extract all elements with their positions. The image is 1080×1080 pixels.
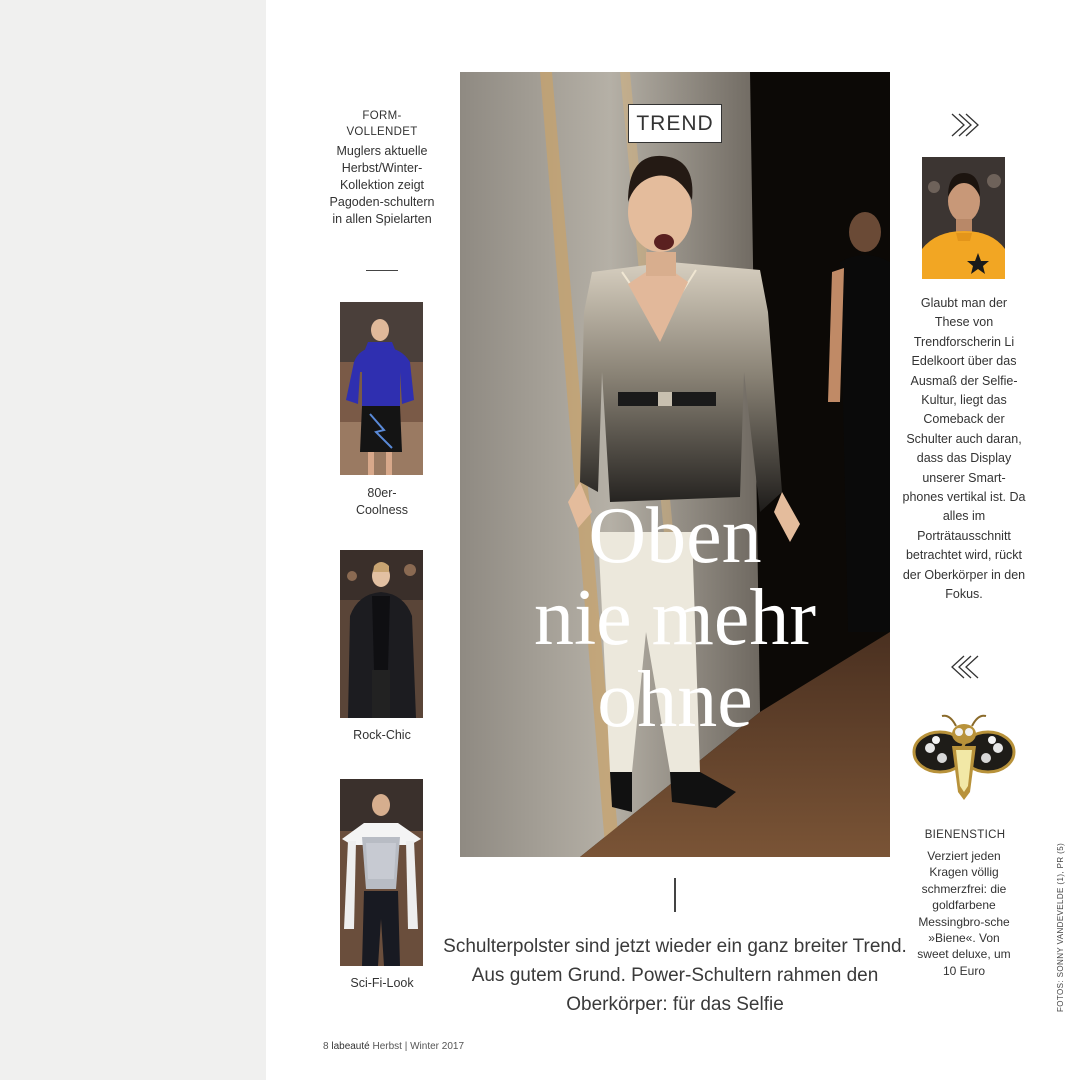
look-photo-rock-chic xyxy=(340,550,423,718)
trend-explanation: Glaubt man der These von Trendforscherin Li Edelkoort über das Ausmaß der Selfie-Kultur, liegt das Comeback der Schulter auch daran, dass das Display unserer Smart-phones vertikal ist. Da alles im Porträtausschnitt betrachtet wird, rückt der Oberkörper in den Fokus. xyxy=(902,296,1026,602)
form-heading: FORM- VOLLENDET xyxy=(346,110,418,138)
look-label-rock-chic: Rock-Chic xyxy=(353,728,411,742)
headline-line-2: nie mehr xyxy=(533,574,817,662)
issue-label: Herbst | Winter 2017 xyxy=(372,1041,465,1052)
look-label-sci-fi: Sci-Fi-Look xyxy=(350,976,414,990)
page-number: 8 xyxy=(323,1041,329,1052)
form-caption: Muglers aktuelle Herbst/Winter-Kollektion zeigt Pagoden-schultern in allen Spielarten xyxy=(329,144,435,226)
bee-brooch-image xyxy=(912,712,1016,802)
headline xyxy=(480,492,870,744)
look-photo-sci-fi xyxy=(340,779,423,966)
portrait-photo xyxy=(922,157,1005,279)
page-footer xyxy=(323,1041,464,1052)
magazine-name: labeauté xyxy=(331,1041,370,1052)
page-gutter xyxy=(0,0,266,1080)
look-photo-80er xyxy=(340,302,423,475)
headline-line-3: ohne xyxy=(597,656,753,744)
photo-credit: FOTOS: SONNY VANDEVELDE (1), PR (5) xyxy=(1056,842,1065,1012)
product-heading: BIENENSTICH xyxy=(924,829,1006,841)
product-caption: Verziert jeden Kragen völlig schmerzfrei: die goldfarbene Messingbro-sche »Biene«. Von sweet deluxe, um 10 Euro xyxy=(917,849,1011,978)
teaser-text: Schulterpolster sind jetzt wieder ein ganz breiter Trend. Aus gutem Grund. Power-Schultern rahmen den Oberkörper: für das Selfie xyxy=(443,936,907,1015)
caption-divider xyxy=(366,270,398,271)
teaser-divider xyxy=(674,878,676,912)
look-label-80er: 80er- Coolness xyxy=(355,486,409,517)
chevron-double-left-icon xyxy=(948,654,982,680)
headline-line-1: Oben xyxy=(588,492,762,580)
trend-tag: TREND xyxy=(628,104,722,143)
chevron-double-right-icon xyxy=(948,112,982,138)
